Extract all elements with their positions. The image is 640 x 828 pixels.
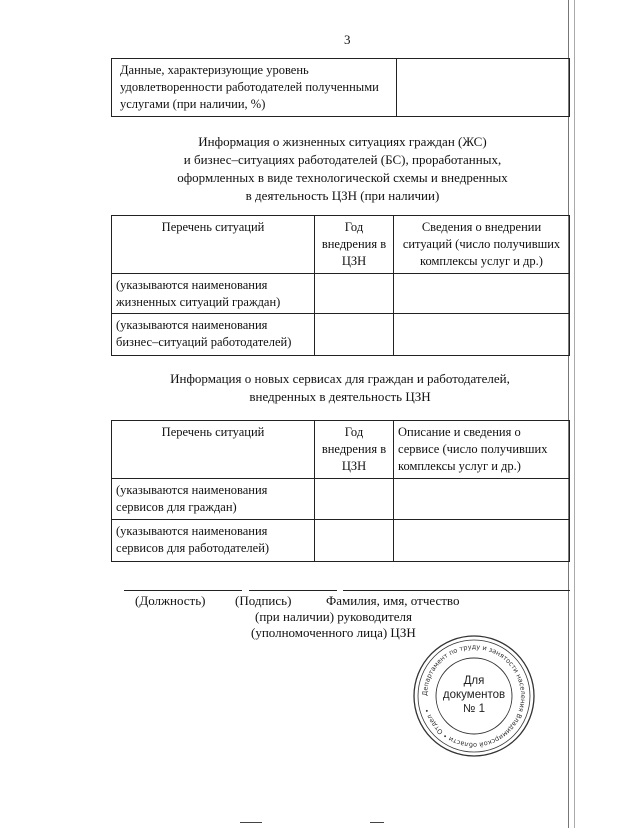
- satisfaction-table: [111, 58, 570, 117]
- title-line: внедренных в деятельность ЦЗН: [249, 388, 431, 404]
- satisfaction-value: [397, 59, 570, 117]
- table-cell: [315, 273, 394, 314]
- signature-line: [249, 590, 337, 591]
- services-title: [140, 370, 540, 406]
- situations-table: [111, 215, 570, 356]
- table-row: [112, 273, 570, 314]
- position-line: [124, 590, 242, 591]
- table-cell: (указываются наименования сервисов для работодателей): [112, 519, 315, 561]
- table-row: [112, 314, 570, 356]
- table-cell: [315, 314, 394, 356]
- signature-label: (Подпись): [235, 593, 292, 608]
- name-line: [343, 590, 570, 591]
- table-cell: [394, 273, 570, 314]
- name-label-line: (при наличии) руководителя: [255, 609, 412, 624]
- column-header: Описание и сведения о сервисе (число получивших комплексы услуг и др.): [394, 421, 570, 479]
- name-label-line: (уполномоченного лица) ЦЗН: [251, 625, 416, 640]
- table-header-row: [112, 216, 570, 274]
- stamp-center-line: Для: [463, 675, 485, 687]
- title-line: оформленных в виде технологической схемы и внедренных: [177, 169, 508, 185]
- column-header: Перечень ситуаций: [112, 216, 315, 274]
- table-row: [112, 59, 570, 117]
- title-line: и бизнес–ситуациях работодателей (БС), проработанных,: [183, 151, 502, 167]
- column-header: Год внедрения в ЦЗН: [315, 216, 394, 274]
- stamp-center-line: № 1: [463, 703, 485, 715]
- table-cell: [394, 519, 570, 561]
- column-header: Перечень ситуаций: [112, 421, 315, 479]
- table-row: [112, 519, 570, 561]
- column-header: Год внедрения в ЦЗН: [315, 421, 394, 479]
- table-cell: (указываются наименования сервисов для граждан): [112, 479, 315, 520]
- scan-mark: [240, 822, 262, 823]
- stamp-ring-text: Департамент по труду и занятости населения Владимирской области • Отдел •: [420, 642, 528, 750]
- table-row: [112, 479, 570, 520]
- table-cell: [315, 479, 394, 520]
- page-number: 3: [344, 32, 351, 47]
- column-header: Сведения о внедрении ситуаций (число получивших комплексы услуг и др.): [394, 216, 570, 274]
- name-label-line: Фамилия, имя, отчество: [326, 593, 460, 608]
- scan-edge-line: [574, 0, 575, 828]
- table-header-row: [112, 421, 570, 479]
- table-cell: (указываются наименования жизненных ситуаций граждан): [112, 273, 315, 314]
- title-line: в деятельность ЦЗН (при наличии): [245, 187, 440, 203]
- table-cell: [394, 314, 570, 356]
- stamp-center-line: документов: [442, 689, 506, 701]
- services-table: [111, 420, 570, 562]
- position-label: (Должность): [135, 593, 206, 608]
- scan-mark: [370, 822, 384, 823]
- title-line: Информация о жизненных ситуациях граждан (ЖС): [198, 134, 487, 149]
- situations-title: [150, 133, 535, 205]
- table-cell: (указываются наименования бизнес–ситуаций работодателей): [112, 314, 315, 356]
- official-stamp: [412, 634, 536, 758]
- table-cell: [394, 479, 570, 520]
- satisfaction-label: Данные, характеризующие уровень удовлетворенности работодателей полученными услугами (при наличии, %): [112, 59, 397, 117]
- title-line: Информация о новых сервисах для граждан и работодателей,: [170, 371, 510, 386]
- scan-edge-line: [568, 0, 569, 828]
- table-cell: [315, 519, 394, 561]
